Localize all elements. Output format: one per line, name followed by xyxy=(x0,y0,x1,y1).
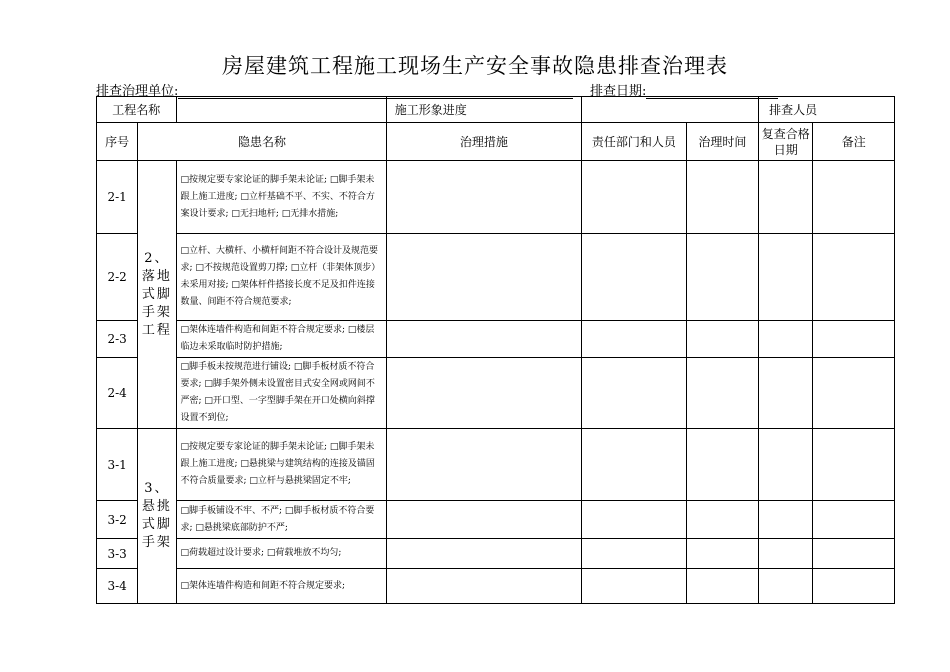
category-cell: 3、悬挑式脚手架 xyxy=(138,429,176,604)
row-seq: 2-3 xyxy=(97,321,138,358)
project-name-label: 工程名称 xyxy=(97,97,177,123)
table-row xyxy=(97,429,895,501)
inspection-date-label: 排查日期: xyxy=(590,84,647,99)
row-seq: 3-4 xyxy=(97,569,138,604)
hazard-description: □架体连墙件构造和间距不符合规定要求; xyxy=(176,569,386,604)
row-seq: 3-2 xyxy=(97,501,138,539)
page-title: 房屋建筑工程施工现场生产安全事故隐患排查治理表 xyxy=(222,54,728,78)
table-row xyxy=(97,358,895,429)
hazard-description: □脚手板铺设不牢、不严; □脚手板材质不符合要求; □悬挑梁底部防护不严; xyxy=(176,501,386,539)
table-row xyxy=(97,234,895,321)
row-seq: 2-4 xyxy=(97,358,138,429)
hazard-inspection-table xyxy=(96,96,895,604)
project-info-row xyxy=(97,97,895,123)
inspection-unit-label: 排查治理单位: xyxy=(96,84,179,99)
table-row xyxy=(97,539,895,569)
hazard-description: □架体连墙件构造和间距不符合规定要求; □楼层临边未采取临时防护措施; xyxy=(176,321,386,358)
hazard-description: □荷载超过设计要求; □荷载堆放不均匀; xyxy=(176,539,386,569)
row-seq: 3-3 xyxy=(97,539,138,569)
table-row xyxy=(97,501,895,539)
header-seq: 序号 xyxy=(97,123,138,161)
progress-value xyxy=(582,97,759,123)
hazard-description: □立杆、大横杆、小横杆间距不符合设计及规范要求; □不按规范设置剪刀撑; □立杆（非架体顶步）未采用对接; □架体杆件搭接长度不足及扣件连接数量、间距不符合规范要求; xyxy=(176,234,386,321)
header-measures: 治理措施 xyxy=(386,123,581,161)
progress-label: 施工形象进度 xyxy=(386,97,581,123)
category-cell: 2、落地式脚手架工程 xyxy=(138,161,176,429)
table-row xyxy=(97,161,895,234)
table-row xyxy=(97,321,895,358)
header-time: 治理时间 xyxy=(686,123,758,161)
header-remarks: 备注 xyxy=(813,123,895,161)
table-row xyxy=(97,569,895,604)
row-seq: 3-1 xyxy=(97,429,138,501)
row-seq: 2-2 xyxy=(97,234,138,321)
header-recheck: 复查合格日期 xyxy=(759,123,813,161)
project-name-value xyxy=(176,97,386,123)
header-hazard: 隐患名称 xyxy=(138,123,387,161)
header-row xyxy=(97,123,895,161)
inspector-label: 排查人员 xyxy=(759,97,895,123)
header-responsible: 责任部门和人员 xyxy=(582,123,687,161)
row-seq: 2-1 xyxy=(97,161,138,234)
hazard-description: □脚手板未按规范进行铺设; □脚手板材质不符合要求; □脚手架外侧未设置密目式安全网或网间不严密; □开口型、一字型脚手架在开口处横向斜撑设置不到位; xyxy=(176,358,386,429)
hazard-description: □按规定要专家论证的脚手架未论证; □脚手架未跟上施工进度; □悬挑梁与建筑结构的连接及锚固不符合质量要求; □立杆与悬挑梁固定不牢; xyxy=(176,429,386,501)
hazard-description: □按规定要专家论证的脚手架未论证; □脚手架未跟上施工进度; □立杆基础不平、不实、不符合方案设计要求; □无扫地杆; □无排水措施; xyxy=(176,161,386,234)
